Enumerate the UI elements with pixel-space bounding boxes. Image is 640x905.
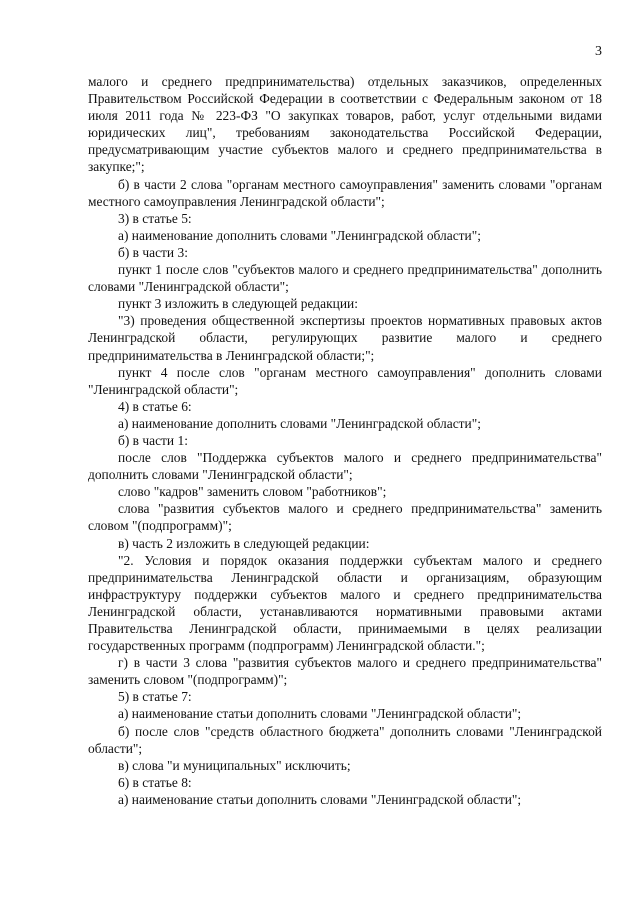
paragraph: б) после слов "средств областного бюджета" дополнить словами "Ленинградской области";	[88, 723, 602, 756]
paragraph: б) в части 3:	[118, 244, 188, 260]
document-body	[88, 73, 602, 808]
paragraph: в) слова "и муниципальных" исключить;	[118, 757, 351, 773]
paragraph: 3) в статье 5:	[118, 210, 192, 226]
paragraph: "3) проведения общественной экспертизы проектов нормативных правовых актов Ленинградской области, регулирующих развитие малого и среднего предпринимательства в Ленинградской области;";	[88, 313, 602, 363]
paragraph: а) наименование дополнить словами "Ленинградской области";	[118, 227, 481, 243]
paragraph: пункт 3 изложить в следующей редакции:	[118, 296, 358, 312]
paragraph: слово "кадров" заменить словом "работников";	[118, 484, 387, 500]
paragraph: г) в части 3 слова "развития субъектов малого и среднего предпринимательства" заменить словом "(подпрограмм)";	[88, 655, 602, 688]
paragraph: 4) в статье 6:	[118, 398, 192, 414]
paragraph: б) в части 1:	[118, 432, 188, 448]
paragraph: после слов "Поддержка субъектов малого и среднего предпринимательства" дополнить словами "Ленинградской области";	[88, 450, 602, 483]
paragraph: б) в части 2 слова "органам местного самоуправления" заменить словами "органам местного самоуправления Ленинградской области";	[88, 176, 602, 209]
paragraph: слова "развития субъектов малого и среднего предпринимательства" заменить словом "(подпрограмм)";	[88, 501, 602, 534]
page-number: 3	[595, 44, 602, 59]
paragraph-continuation: малого и среднего предпринимательства) отдельных заказчиков, определенных Правительством Российской Федерации в соответствии с Федеральным законом от 18 июля 2011 года № 223-ФЗ "О закупках товаров, работ, услуг отдельными видами юридических лиц", требованиям законодательства Российской Федерации, предусматривающим участие субъектов малого и среднего предпринимательства в закупке;";	[88, 74, 602, 175]
paragraph: а) наименование статьи дополнить словами "Ленинградской области";	[118, 791, 522, 807]
paragraph: 5) в статье 7:	[118, 689, 192, 705]
paragraph: пункт 4 после слов "органам местного самоуправления" дополнить словами "Ленинградской области";	[88, 364, 602, 397]
paragraph: 6) в статье 8:	[118, 774, 192, 790]
paragraph: "2. Условия и порядок оказания поддержки субъектам малого и среднего предпринимательства Ленинградской области и организациям, образующим инфраструктуру поддержки субъектов малого и среднего предпринимательства Ленинградской области, устанавливаются нормативными правовыми актами Правительства Ленинградской области, принимаемыми в целях реализации государственных программ (подпрограмм) Ленинградской области.";	[88, 552, 602, 654]
paragraph: а) наименование статьи дополнить словами "Ленинградской области";	[118, 706, 522, 722]
paragraph: пункт 1 после слов "субъектов малого и среднего предпринимательства" дополнить словами "Ленинградской области";	[88, 262, 602, 295]
paragraph: а) наименование дополнить словами "Ленинградской области";	[118, 415, 481, 431]
paragraph: в) часть 2 изложить в следующей редакции:	[118, 535, 370, 551]
